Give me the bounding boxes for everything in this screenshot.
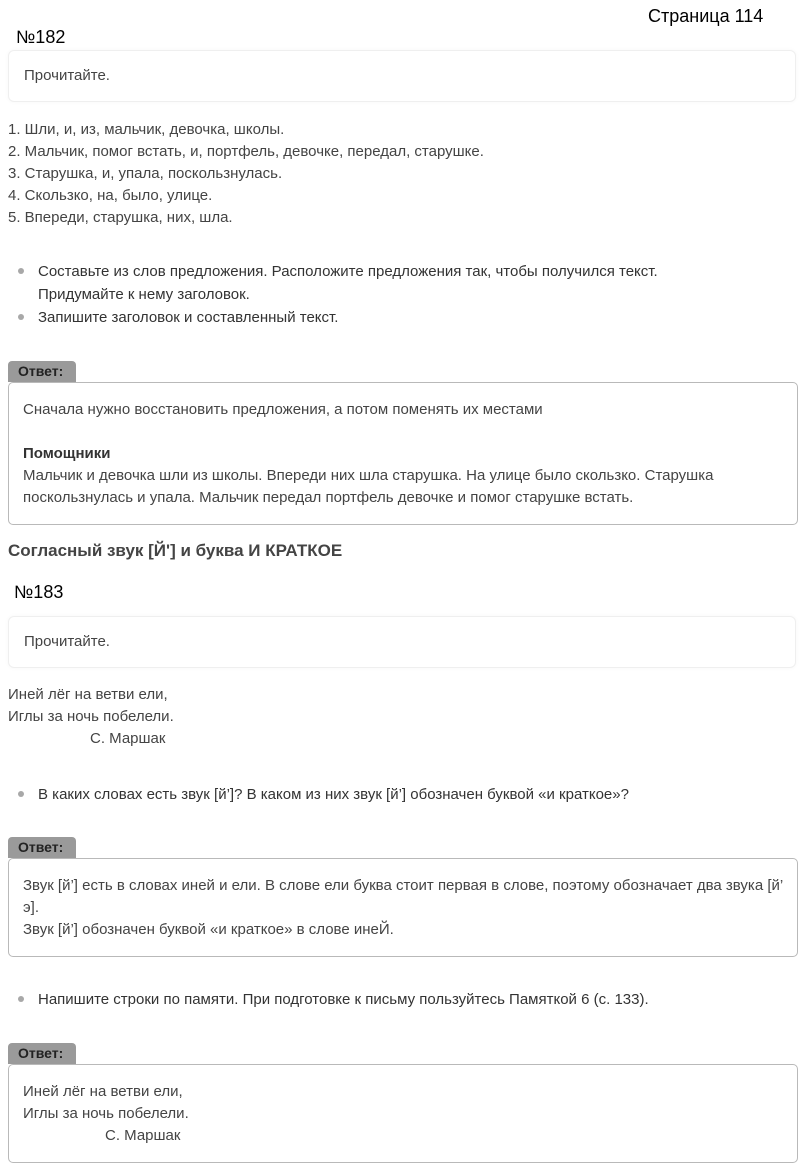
- instructions-182: [18, 260, 718, 329]
- answer-line: Звук [й’] есть в словах иней и ели. В слове ели буква стоит первая в слове, поэтому обозначает два звука [й’ э].: [23, 877, 783, 916]
- answer-box-182: [8, 382, 798, 525]
- answer-tab-183-2: Ответ:: [8, 1043, 76, 1064]
- instruction-item: Составьте из слов предложения. Расположите предложения так, чтобы получился текст. Придумайте к нему заголовок.: [18, 260, 718, 306]
- question-183-2: [18, 988, 778, 1011]
- poem-183: [8, 684, 174, 750]
- question-item: В каких словах есть звук [й’]? В каком из них звук [й’] обозначен буквой «и краткое»?: [18, 783, 778, 806]
- word-line: 1. Шли, и, из, мальчик, девочка, школы.: [8, 121, 285, 138]
- read-instruction-183: Прочитайте.: [24, 633, 110, 650]
- answer-poem-line: Иглы за ночь побелели.: [23, 1105, 189, 1122]
- task-number-182: №182: [16, 27, 66, 47]
- poem-line: Иглы за ночь побелели.: [8, 708, 174, 725]
- question-183-1: [18, 783, 778, 806]
- section-heading: Согласный звук [Й'] и буква И КРАТКОЕ: [8, 541, 343, 560]
- answer-line: Звук [й’] обозначен буквой «и краткое» в слове инеЙ.: [23, 921, 394, 938]
- answer-tab-183-1: Ответ:: [8, 837, 76, 858]
- question-item: Напишите строки по памяти. При подготовке к письму пользуйтесь Памяткой 6 (с. 133).: [18, 988, 778, 1011]
- word-line: 4. Скользко, на, было, улице.: [8, 187, 213, 204]
- answer-text: Мальчик и девочка шли из школы. Впереди них шла старушка. На улице было скользко. Старушка поскользнулась и упала. Мальчик передал портфель девочке и помог старушке встать.: [23, 467, 714, 506]
- answer-title: Помощники: [23, 445, 111, 462]
- read-instruction-182: Прочитайте.: [24, 67, 110, 84]
- answer-poem-line: Иней лёг на ветви ели,: [23, 1083, 183, 1100]
- poem-author: С. Маршак: [90, 730, 166, 747]
- poem-line: Иней лёг на ветви ели,: [8, 686, 168, 703]
- answer-box-183-2: [8, 1064, 798, 1163]
- word-line: 5. Впереди, старушка, них, шла.: [8, 209, 233, 226]
- read-instruction-box-182: [8, 50, 796, 102]
- answer-poem-author: С. Маршак: [105, 1127, 181, 1144]
- answer-tab-182: Ответ:: [8, 361, 76, 382]
- answer-intro: Сначала нужно восстановить предложения, а потом поменять их местами: [23, 401, 543, 418]
- read-instruction-box-183: [8, 616, 796, 668]
- task-number-183: №183: [14, 582, 64, 602]
- word-list-182: [8, 119, 484, 229]
- word-line: 3. Старушка, и, упала, поскользнулась.: [8, 165, 283, 182]
- page-number: Страница 114: [648, 6, 764, 26]
- word-line: 2. Мальчик, помог встать, и, портфель, девочке, передал, старушке.: [8, 143, 484, 160]
- instruction-item: Запишите заголовок и составленный текст.: [18, 306, 718, 329]
- answer-box-183-1: [8, 858, 798, 957]
